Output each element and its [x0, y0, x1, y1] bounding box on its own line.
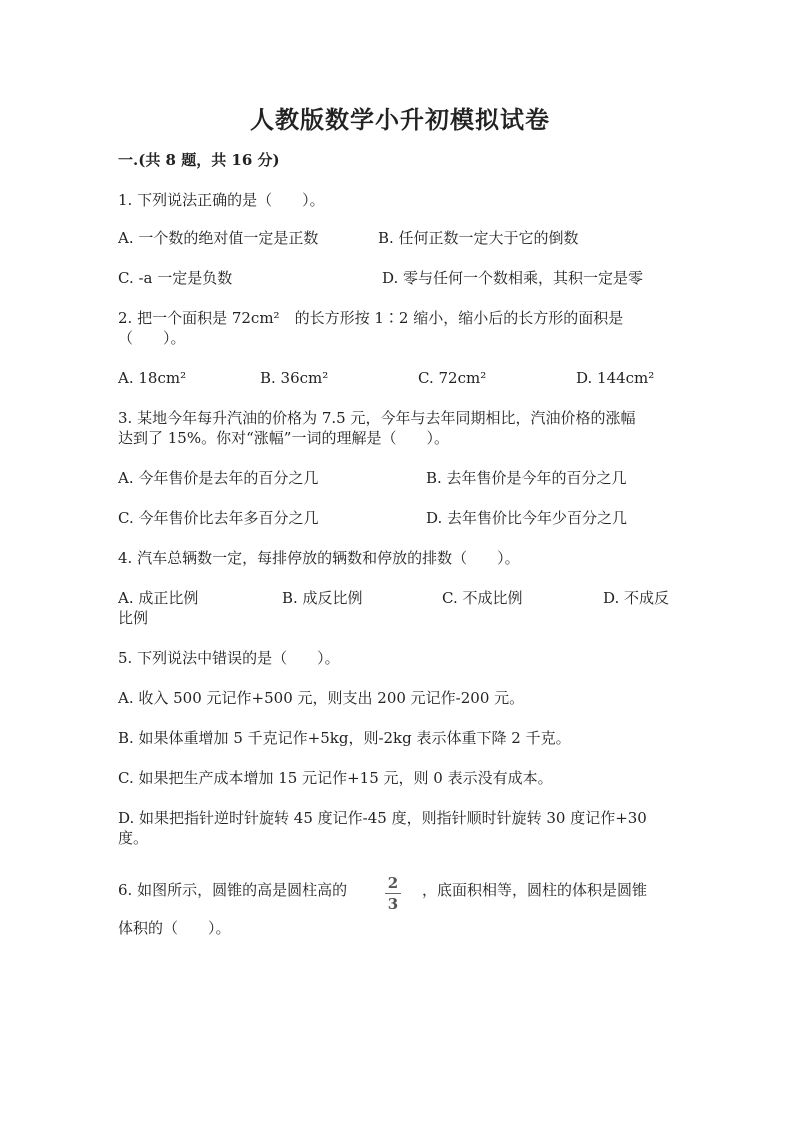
question-4-option-a: A. 成正比例 [118, 589, 199, 607]
question-6-stem-line2: 体积的（ ）。 [118, 919, 231, 937]
question-3-option-d: D. 去年售价比今年少百分之几 [426, 509, 628, 527]
question-3-stem-line1: 3. 某地今年每升汽油的价格为 7.5 元，今年与去年同期相比，汽油价格的涨幅 [118, 409, 636, 427]
question-4-option-d: D. 不成反 [603, 589, 670, 607]
question-2-stem-line1: 2. 把一个面积是 72cm² 的长方形按 1∶2 缩小，缩小后的长方形的面积是 [118, 309, 624, 327]
question-3-stem-line2: 达到了 15%。你对“涨幅”一词的理解是（ ）。 [118, 429, 449, 447]
question-5-option-a: A. 收入 500 元记作+500 元，则支出 200 元记作-200 元。 [118, 689, 525, 707]
section-heading: 一.(共 8 题，共 16 分) [118, 151, 280, 169]
question-2-stem-line2: （ ）。 [118, 329, 186, 347]
question-4-stem: 4. 汽车总辆数一定，每排停放的辆数和停放的排数（ ）。 [118, 549, 520, 567]
question-1-stem: 1. 下列说法正确的是（ ）。 [118, 191, 325, 209]
question-1-option-a: A. 一个数的绝对值一定是正数 [118, 229, 319, 247]
question-5-option-d-continued: 度。 [118, 829, 149, 847]
question-4-option-d-continued: 比例 [118, 609, 149, 627]
question-5-option-b: B. 如果体重增加 5 千克记作+5kg，则-2kg 表示体重下降 2 千克。 [118, 729, 571, 747]
question-4-option-c: C. 不成比例 [442, 589, 523, 607]
question-5-option-d: D. 如果把指针逆时针旋转 45 度记作-45 度，则指针顺时针旋转 30 度记作+30 [118, 809, 647, 827]
fraction-bar [385, 893, 401, 894]
question-6-stem-part1: 6. 如图所示，圆锥的高是圆柱高的 [118, 881, 348, 899]
fraction-denominator: 3 [387, 895, 399, 913]
question-2-option-a: A. 18cm² [118, 369, 187, 387]
question-2-option-c: C. 72cm² [418, 369, 487, 387]
question-3-option-b: B. 去年售价是今年的百分之几 [426, 469, 627, 487]
fraction-numerator: 2 [387, 874, 399, 892]
question-5-stem: 5. 下列说法中错误的是（ ）。 [118, 649, 340, 667]
question-2-option-b: B. 36cm² [260, 369, 329, 387]
question-1-option-c: C. -a 一定是负数 [118, 269, 233, 287]
question-4-option-b: B. 成反比例 [282, 589, 363, 607]
question-1-option-d: D. 零与任何一个数相乘，其积一定是零 [382, 269, 644, 287]
question-5-option-c: C. 如果把生产成本增加 15 元记作+15 元，则 0 表示没有成本。 [118, 769, 553, 787]
question-1-option-b: B. 任何正数一定大于它的倒数 [378, 229, 579, 247]
exam-title: 人教版数学小升初模拟试卷 [250, 105, 550, 134]
question-2-option-d: D. 144cm² [576, 369, 655, 387]
question-6-stem-part2: ，底面积相等，圆柱的体积是圆锥 [422, 881, 648, 899]
question-3-option-c: C. 今年售价比去年多百分之几 [118, 509, 319, 527]
question-3-option-a: A. 今年售价是去年的百分之几 [118, 469, 319, 487]
fraction-two-thirds [382, 875, 404, 912]
